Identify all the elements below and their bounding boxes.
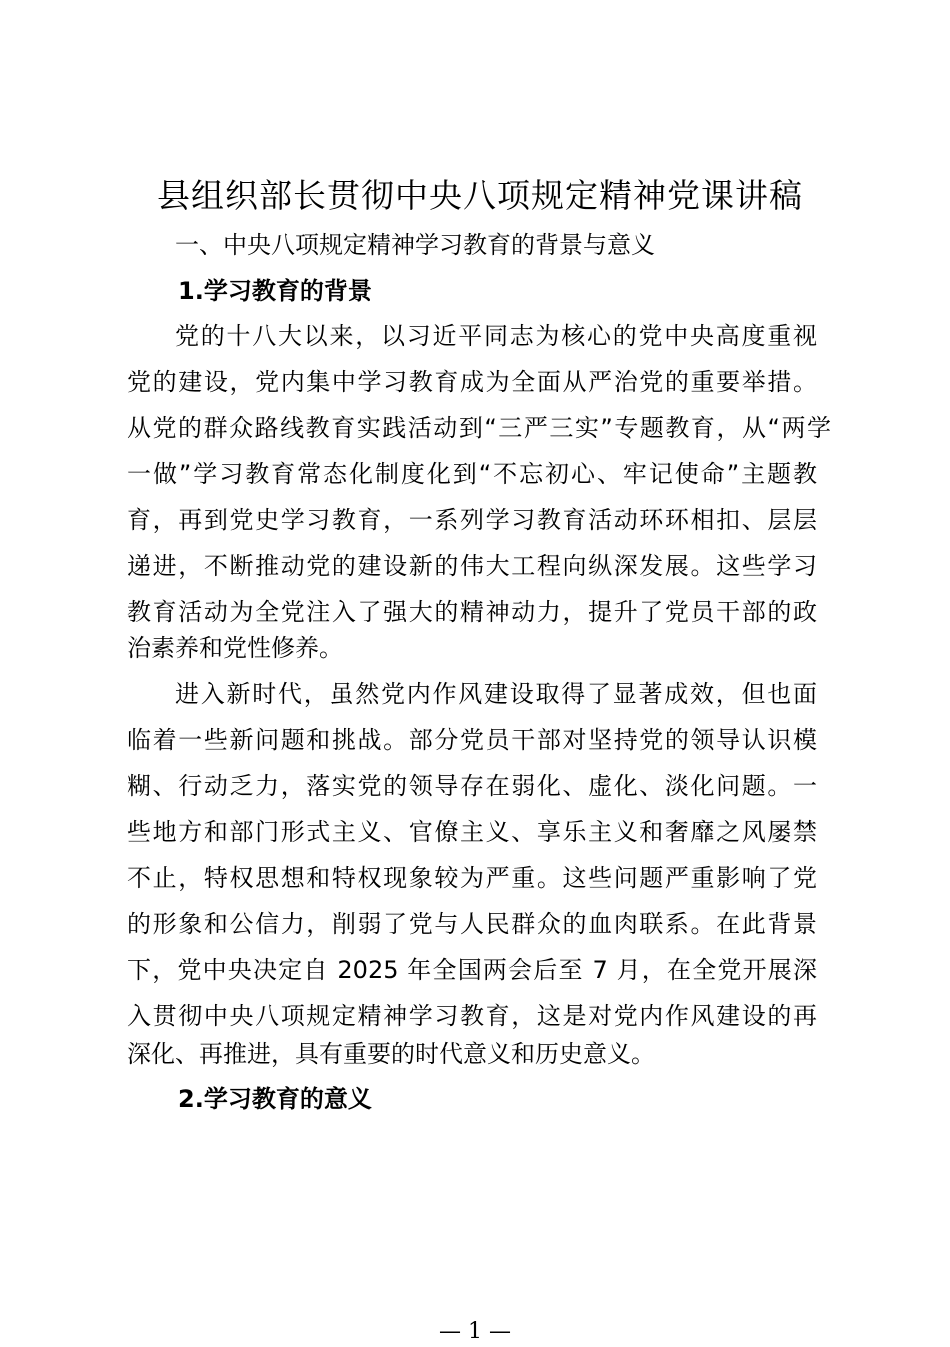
paragraph-line: 临着一些新问题和挑战。部分党员干部对坚持党的领导认识模 bbox=[127, 726, 817, 754]
subheading-background: 1.学习教育的背景 bbox=[178, 277, 372, 305]
subheading-significance: 2.学习教育的意义 bbox=[178, 1085, 372, 1113]
paragraph-line: 育，再到党史学习教育，一系列学习教育活动环环相扣、层层 bbox=[127, 506, 817, 534]
paragraph-line: 深化、再推进，具有重要的时代意义和历史意义。 bbox=[127, 1040, 655, 1068]
paragraph-line: 入贯彻中央八项规定精神学习教育，这是对党内作风建设的再 bbox=[127, 1002, 817, 1030]
page-number: — 1 — bbox=[439, 1319, 511, 1344]
paragraph-line: 下，党中央决定自 2025 年全国两会后至 7 月，在全党开展深 bbox=[127, 956, 817, 984]
paragraph-line: 党的建设，党内集中学习教育成为全面从严治党的重要举措。 bbox=[127, 368, 817, 396]
paragraph-line: 从党的群众路线教育实践活动到“三严三实”专题教育，从“两学 bbox=[127, 414, 831, 442]
paragraph-line: 进入新时代，虽然党内作风建设取得了显著成效，但也面 bbox=[175, 680, 817, 708]
paragraph-line: 递进，不断推动党的建设新的伟大工程向纵深发展。这些学习 bbox=[127, 552, 817, 580]
paragraph-line: 的形象和公信力，削弱了党与人民群众的血肉联系。在此背景 bbox=[127, 910, 817, 938]
paragraph-line: 一做”学习教育常态化制度化到“不忘初心、牢记使命”主题教 bbox=[127, 460, 817, 488]
paragraph-line: 不止，特权思想和特权现象较为严重。这些问题严重影响了党 bbox=[127, 864, 817, 892]
section-heading: 一、中央八项规定精神学习教育的背景与意义 bbox=[175, 231, 655, 259]
paragraph-line: 糊、行动乏力，落实党的领导存在弱化、虚化、淡化问题。一 bbox=[127, 772, 817, 800]
paragraph-line: 教育活动为全党注入了强大的精神动力，提升了党员干部的政 bbox=[127, 598, 817, 626]
paragraph-line: 治素养和党性修养。 bbox=[127, 634, 343, 662]
document-title: 县组织部长贯彻中央八项规定精神党课讲稿 bbox=[157, 176, 803, 215]
paragraph-line: 党的十八大以来，以习近平同志为核心的党中央高度重视 bbox=[175, 322, 817, 350]
paragraph-line: 些地方和部门形式主义、官僚主义、享乐主义和奢靡之风屡禁 bbox=[127, 818, 817, 846]
